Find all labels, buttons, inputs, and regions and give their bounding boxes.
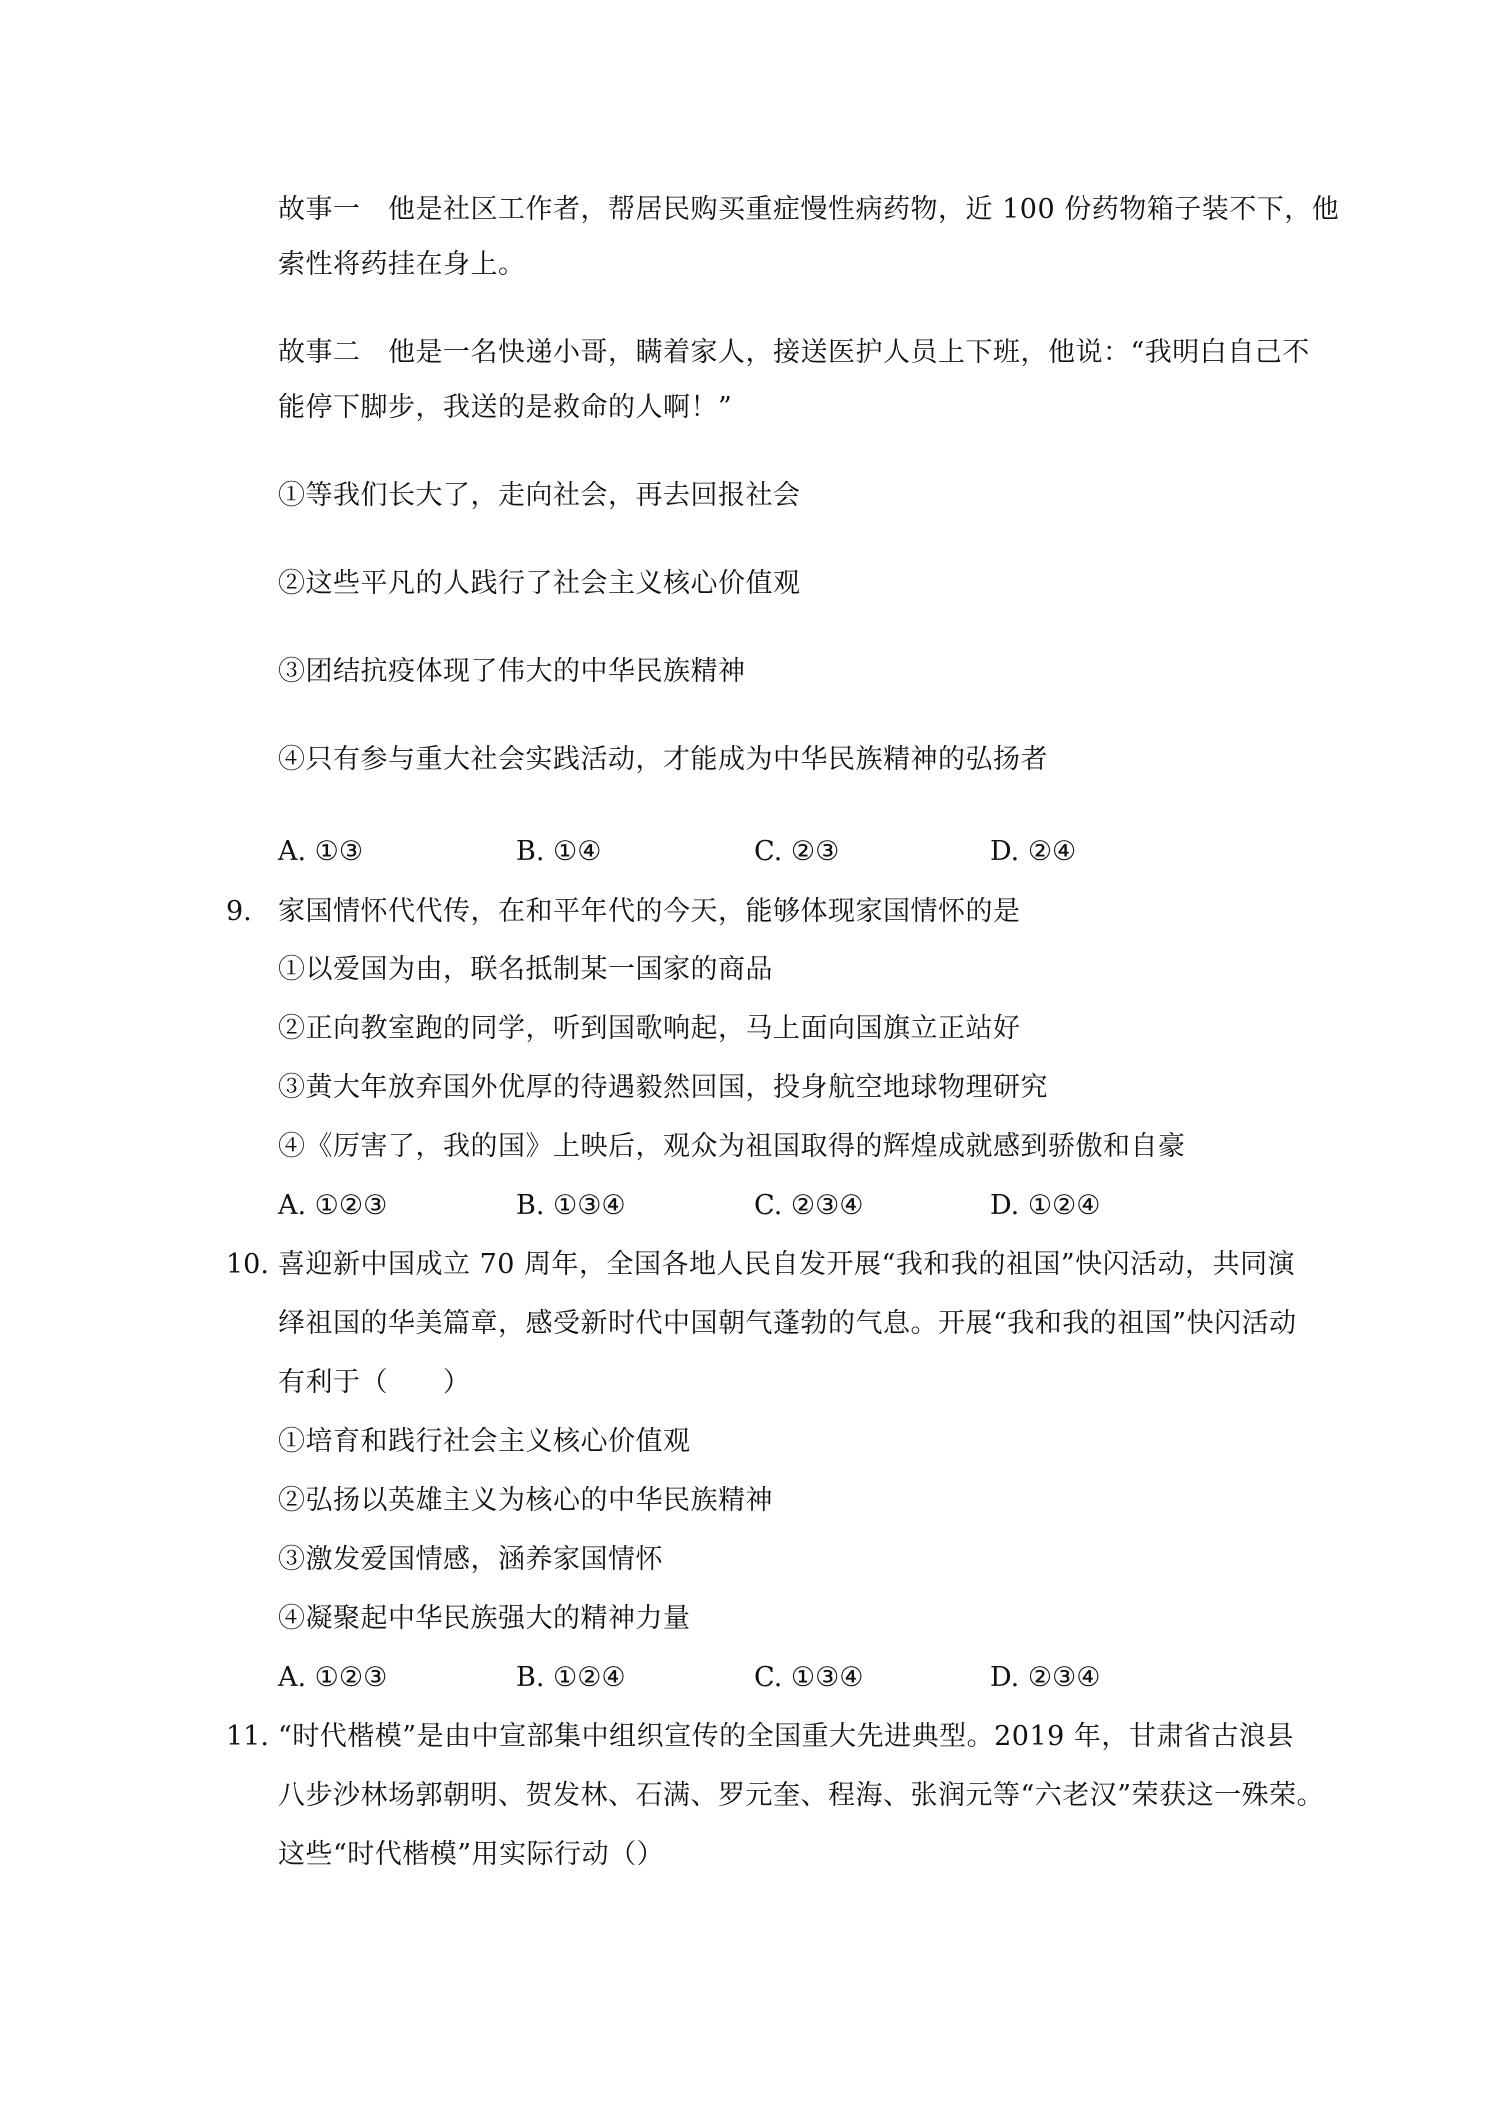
- option-b[interactable]: B. ①②④: [516, 1662, 626, 1693]
- q9-statement-3: ③黄大年放弃国外优厚的待遇毅然回国，投身航空地球物理研究: [278, 1072, 1048, 1103]
- q11-number: 11.: [226, 1721, 269, 1752]
- option-a[interactable]: A. ①③: [278, 836, 364, 867]
- q11-stem-line2: 八步沙林场郭朝明、贺发林、石满、罗元奎、程海、张润元等“六老汉”荣获这一殊荣。: [278, 1780, 1325, 1811]
- option-c[interactable]: C. ①③④: [754, 1662, 864, 1693]
- q10-stem-line3: 有利于（ ）: [278, 1367, 471, 1398]
- q9-statement-2: ②正向教室跑的同学，听到国歌响起，马上面向国旗立正站好: [278, 1013, 1021, 1044]
- story1-line1: 故事一 他是社区工作者，帮居民购买重症慢性病药物，近 100 份药物箱子装不下，他: [278, 194, 1340, 225]
- option-a[interactable]: A. ①②③: [278, 1190, 388, 1221]
- prev-statement-2: ②这些平凡的人践行了社会主义核心价值观: [278, 568, 801, 599]
- prev-statement-4: ④只有参与重大社会实践活动，才能成为中华民族精神的弘扬者: [278, 744, 1048, 775]
- q10-options: [278, 1658, 1278, 1698]
- q10-statement-4: ④凝聚起中华民族强大的精神力量: [278, 1603, 691, 1634]
- q11-stem-line3: 这些“时代楷模”用实际行动（）: [278, 1839, 665, 1870]
- q9-statement-1: ①以爱国为由，联名抵制某一国家的商品: [278, 954, 773, 985]
- option-d[interactable]: D. ①②④: [990, 1190, 1101, 1221]
- q10-statement-3: ③激发爱国情感，涵养家国情怀: [278, 1544, 663, 1575]
- q9-statement-4: ④《厉害了，我的国》上映后，观众为祖国取得的辉煌成就感到骄傲和自豪: [278, 1131, 1186, 1162]
- prev-statement-3: ③团结抗疫体现了伟大的中华民族精神: [278, 656, 746, 687]
- prev-options: [278, 832, 1278, 872]
- option-b[interactable]: B. ①③④: [516, 1190, 626, 1221]
- story2-line2: 能停下脚步，我送的是救命的人啊！”: [278, 392, 733, 423]
- prev-statement-1: ①等我们长大了，走向社会，再去回报社会: [278, 480, 801, 511]
- option-c[interactable]: C. ②③④: [754, 1190, 864, 1221]
- q10-stem-line2: 绎祖国的华美篇章，感受新时代中国朝气蓬勃的气息。开展“我和我的祖国”快闪活动: [278, 1308, 1297, 1339]
- option-d[interactable]: D. ②④: [990, 836, 1077, 867]
- q10-stem-line1: 喜迎新中国成立 70 周年，全国各地人民自发开展“我和我的祖国”快闪活动，共同演: [278, 1249, 1296, 1280]
- q10-statement-2: ②弘扬以英雄主义为核心的中华民族精神: [278, 1485, 773, 1516]
- q10-statement-1: ①培育和践行社会主义核心价值观: [278, 1426, 691, 1457]
- option-d[interactable]: D. ②③④: [990, 1662, 1101, 1693]
- q9-stem: 家国情怀代代传，在和平年代的今天，能够体现家国情怀的是: [278, 896, 1021, 927]
- story2-line1: 故事二 他是一名快递小哥，瞒着家人，接送医护人员上下班，他说：“我明白自己不: [278, 337, 1310, 368]
- q9-options: [278, 1186, 1278, 1226]
- q11-stem-line1: “时代楷模”是由中宣部集中组织宣传的全国重大先进典型。2019 年，甘肃省古浪县: [278, 1721, 1294, 1752]
- q9-number: 9.: [226, 896, 252, 927]
- story1-line2: 索性将药挂在身上。: [278, 249, 526, 280]
- option-c[interactable]: C. ②③: [754, 836, 840, 867]
- option-b[interactable]: B. ①④: [516, 836, 602, 867]
- option-a[interactable]: A. ①②③: [278, 1662, 388, 1693]
- q10-number: 10.: [226, 1249, 269, 1280]
